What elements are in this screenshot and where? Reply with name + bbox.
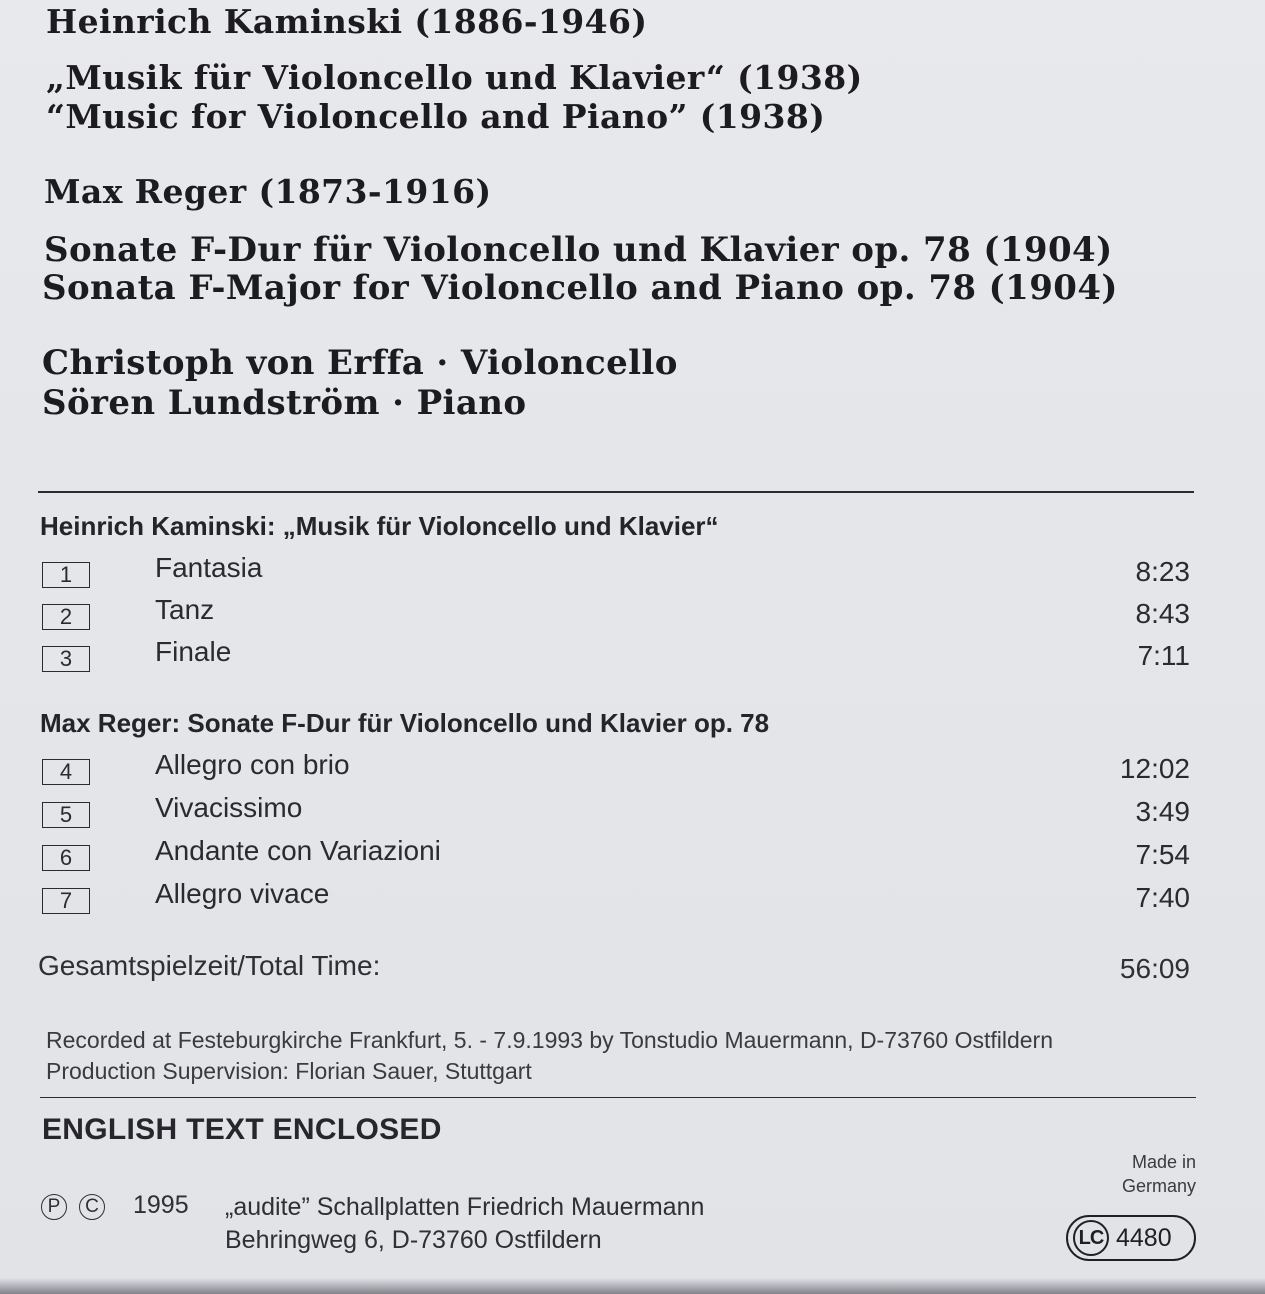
- track-duration: 3:49: [1135, 796, 1190, 827]
- track-title: Fantasia: [155, 552, 263, 583]
- track-number-box: 7: [42, 888, 90, 914]
- track-title: Vivacissimo: [155, 792, 303, 823]
- phonogram-copyright-icon: P: [41, 1194, 67, 1220]
- track-duration: 8:23: [1135, 556, 1190, 587]
- track-duration: 7:54: [1135, 839, 1190, 870]
- track-title: Tanz: [155, 594, 215, 625]
- work-1-title-german: „Musik für Violoncello und Klavier“ (1938): [46, 58, 863, 97]
- performer-pianist: Sören Lundström · Piano: [42, 383, 527, 423]
- work-2-title-english: Sonata F-Major for Violoncello and Piano op. 78 (1904): [42, 268, 1118, 308]
- divider-line: [40, 1097, 1196, 1098]
- tracklist-section-title: Max Reger: Sonate F-Dur für Violoncello und Klavier op. 78: [40, 708, 770, 738]
- work-1-title-english: “Music for Violoncello and Piano” (1938): [46, 97, 826, 136]
- tracklist-section-title: Heinrich Kaminski: „Musik für Violoncello und Klavier“: [40, 511, 719, 541]
- track-number-box: 5: [42, 802, 90, 828]
- composer-1-heading: Heinrich Kaminski (1886-1946): [46, 2, 648, 41]
- record-label-name: „audite” Schallplatten Friedrich Mauermann: [225, 1193, 705, 1221]
- production-credit: Production Supervision: Florian Sauer, Stuttgart: [46, 1058, 532, 1084]
- track-duration: 8:43: [1135, 598, 1190, 629]
- track-title: Andante con Variazioni: [155, 835, 441, 866]
- track-row: [0, 552, 1265, 596]
- made-in-country: Germany: [1121, 1176, 1196, 1196]
- record-label-address: Behringweg 6, D-73760 Ostfildern: [225, 1226, 602, 1254]
- track-number-box: 2: [42, 604, 90, 630]
- track-row: [0, 636, 1265, 680]
- label-code-number: 4480: [1116, 1224, 1172, 1252]
- track-duration: 7:40: [1135, 882, 1190, 913]
- track-number-box: 6: [42, 845, 90, 871]
- copyright-year: 1995: [133, 1191, 189, 1219]
- performer-cellist: Christoph von Erffa · Violoncello: [42, 343, 678, 383]
- composer-2-heading: Max Reger (1873-1916): [44, 172, 492, 211]
- english-text-notice: ENGLISH TEXT ENCLOSED: [42, 1113, 442, 1146]
- track-title: Finale: [155, 636, 232, 667]
- track-row: [0, 878, 1265, 922]
- label-code-badge: [1066, 1215, 1196, 1261]
- track-row: [0, 835, 1265, 879]
- track-duration: 12:02: [1119, 753, 1190, 784]
- work-2-title-german: Sonate F-Dur für Violoncello und Klavier op. 78 (1904): [44, 230, 1113, 270]
- track-title: Allegro vivace: [155, 878, 330, 909]
- track-row: [0, 792, 1265, 836]
- divider-line: [38, 491, 1194, 493]
- track-title: Allegro con brio: [155, 749, 350, 780]
- recording-credit: Recorded at Festeburgkirche Frankfurt, 5. - 7.9.1993 by Tonstudio Mauermann, D-73760 Ostfildern: [46, 1027, 1053, 1053]
- track-row: [0, 594, 1265, 638]
- track-number-box: 1: [42, 562, 90, 588]
- copyright-icon: C: [79, 1194, 105, 1220]
- total-time-value: 56:09: [1119, 953, 1190, 984]
- track-number-box: 3: [42, 646, 90, 672]
- track-row: [0, 749, 1265, 793]
- made-in-label: Made in: [1131, 1152, 1196, 1172]
- total-time-label: Gesamtspielzeit/Total Time:: [38, 950, 381, 981]
- track-duration: 7:11: [1137, 640, 1190, 671]
- track-number-box: 4: [42, 759, 90, 785]
- lc-logo-icon: LC: [1073, 1220, 1109, 1256]
